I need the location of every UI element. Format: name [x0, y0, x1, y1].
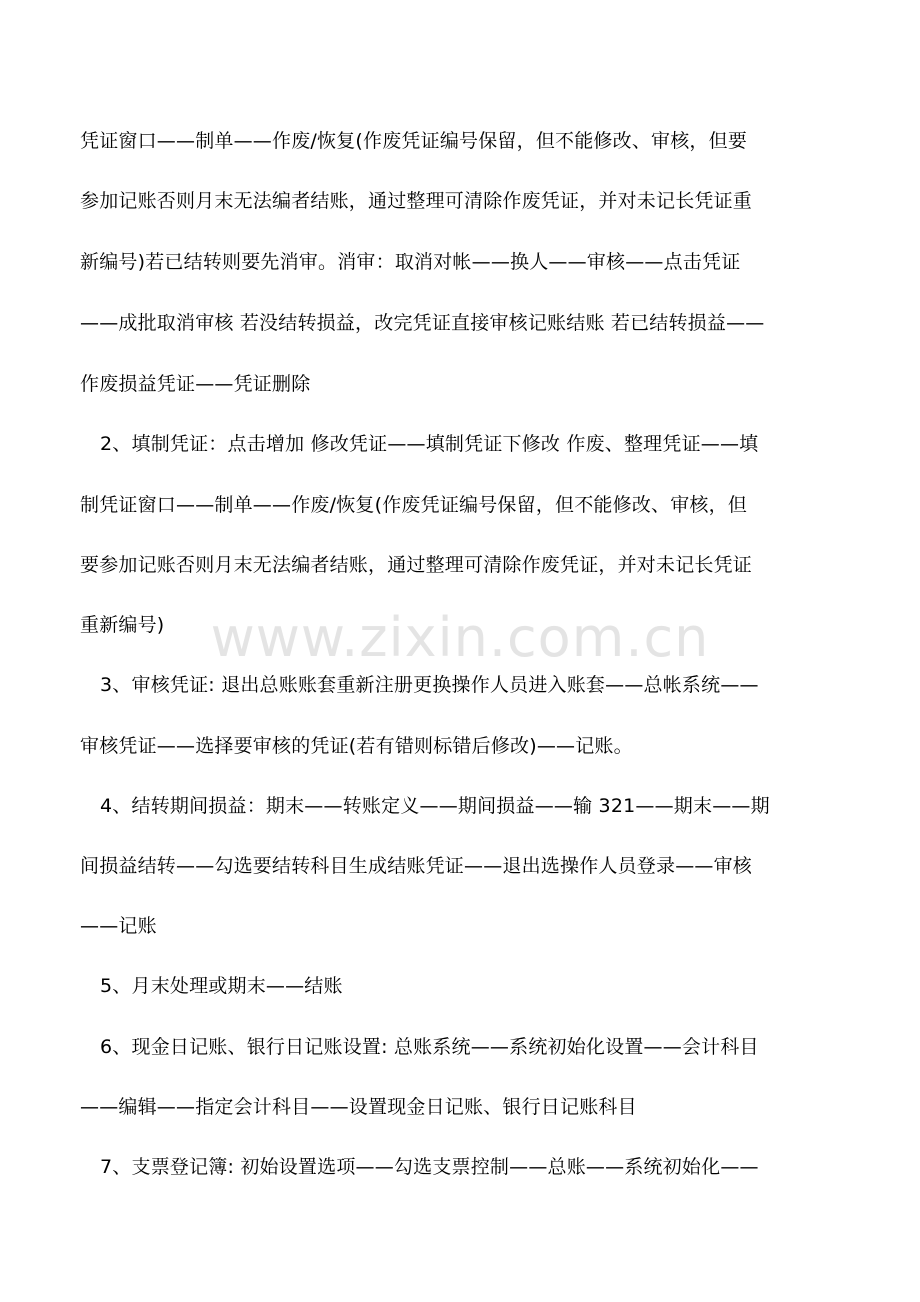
list-item-3: 3、审核凭证: 退出总账账套重新注册更换操作人员进入账套——总帐系统——	[100, 674, 759, 696]
text-line: 重新编号)	[80, 614, 165, 636]
text-line: 要参加记账否则月末无法编者结账，通过整理可清除作废凭证，并对未记长凭证	[80, 554, 753, 576]
list-item-7: 7、支票登记簿: 初始设置选项——勾选支票控制——总账——系统初始化——	[100, 1156, 759, 1178]
text-line: ——编辑——指定会计科目——设置现金日记账、银行日记账科目	[80, 1096, 637, 1118]
list-item-2: 2、填制凭证：点击增加 修改凭证——填制凭证下修改 作废、整理凭证——填	[100, 433, 759, 455]
text-line: 间损益结转——勾选要结转科目生成结账凭证——退出选操作人员登录——审核	[80, 855, 753, 877]
list-item-5: 5、月末处理或期末——结账	[100, 975, 343, 997]
text-line: 凭证窗口——制单——作废/恢复(作废凭证编号保留，但不能修改、审核，但要	[80, 130, 748, 152]
text-line: ——成批取消审核 若没结转损益，改完凭证直接审核记账结账 若已结转损益——	[80, 312, 765, 334]
list-item-6: 6、现金日记账、银行日记账设置: 总账系统——系统初始化设置——会计科目	[100, 1036, 759, 1058]
text-line: 作废损益凭证——凭证删除	[80, 373, 311, 395]
list-item-4: 4、结转期间损益：期末——转账定义——期间损益——输 321——期末——期	[100, 795, 770, 817]
watermark: www.zixin.com.cn	[210, 606, 710, 669]
text-line: 参加记账否则月末无法编者结账，通过整理可清除作废凭证，并对未记长凭证重	[80, 190, 753, 212]
text-line: 制凭证窗口——制单——作废/恢复(作废凭证编号保留，但不能修改、审核，但	[80, 494, 748, 516]
text-line: 新编号)若已结转则要先消审。消审：取消对帐——换人——审核——点击凭证	[80, 251, 741, 273]
text-line: 审核凭证——选择要审核的凭证(若有错则标错后修改)——记账。	[80, 735, 633, 757]
text-line: ——记账	[80, 915, 157, 937]
